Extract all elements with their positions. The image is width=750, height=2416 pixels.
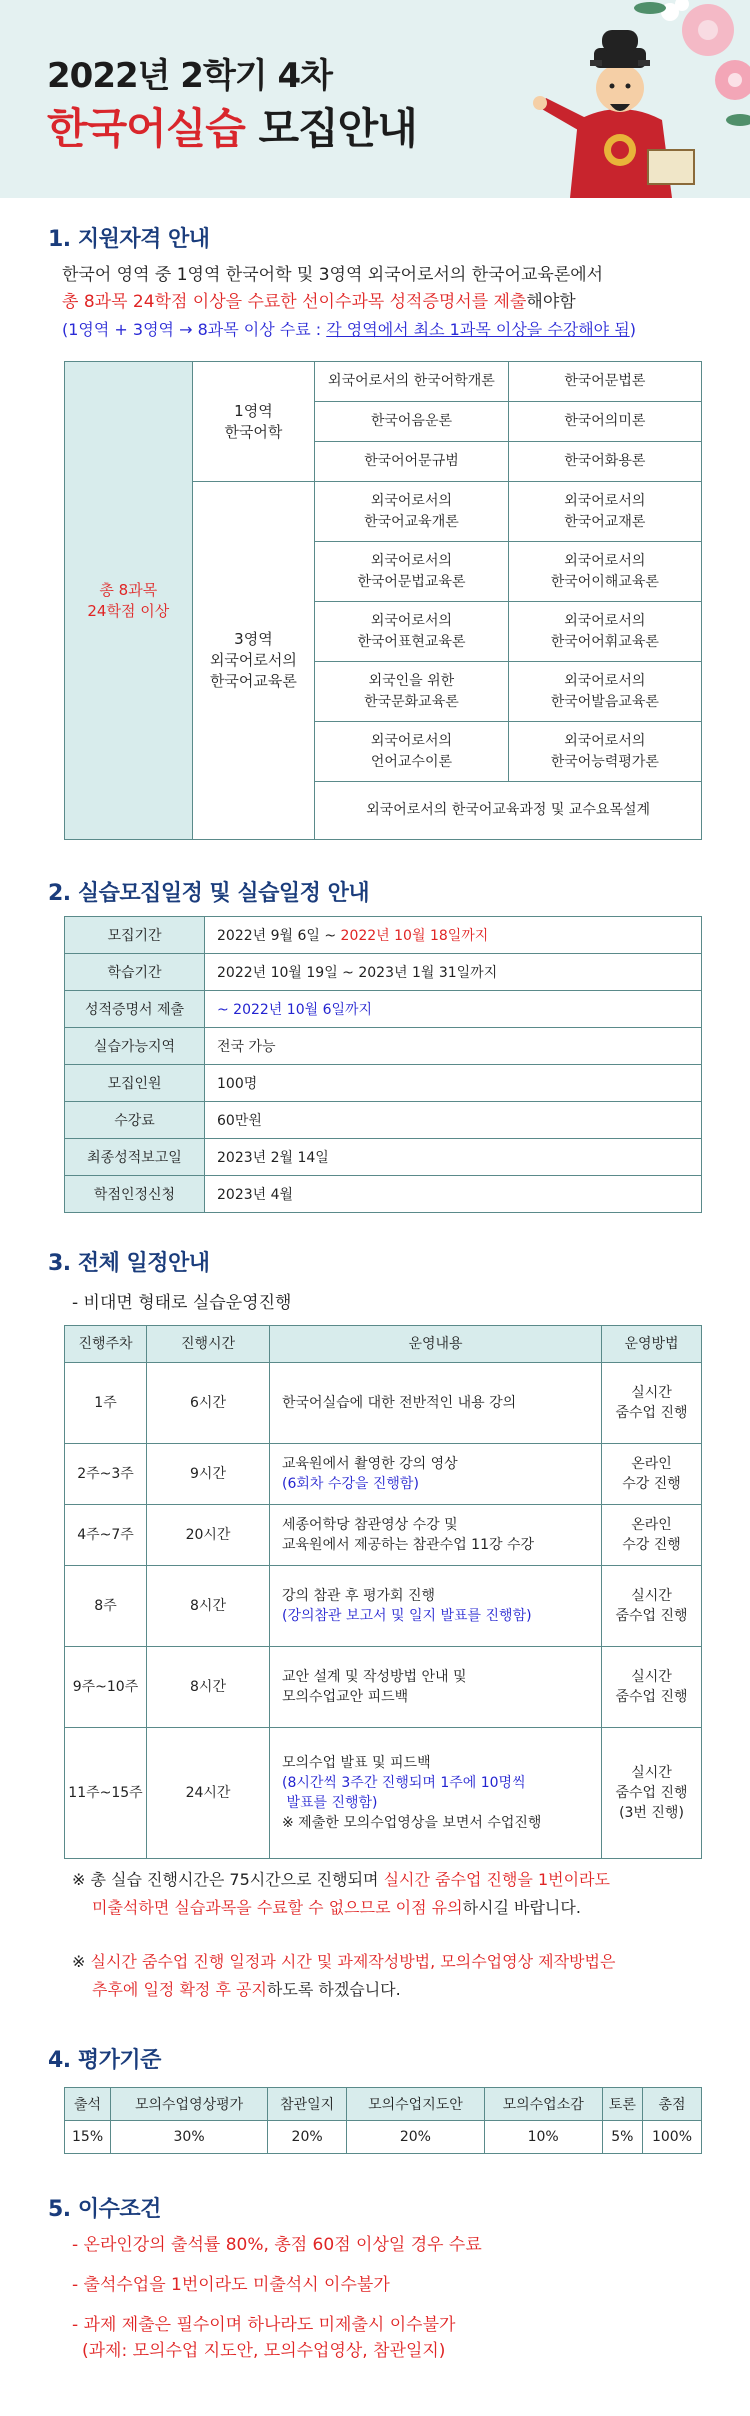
column-header: 토론	[602, 2088, 642, 2121]
table-row	[65, 1444, 702, 1505]
row-value: 2023년 4월	[205, 1176, 702, 1213]
course-line: 한국어발음교육론	[550, 693, 659, 710]
week-cell: 11주~15주	[65, 1728, 147, 1859]
content-line: 교안 설계 및 작성방법 안내 및	[282, 1669, 467, 1685]
time-cell: 9시간	[147, 1444, 270, 1505]
course-cell	[508, 662, 701, 722]
table-row	[65, 917, 702, 954]
column-header: 참관일지	[268, 2088, 347, 2121]
area1-line1: 1영역	[234, 401, 273, 420]
score-cell: 100%	[643, 2121, 702, 2154]
content-line: 모의수업교안 피드백	[282, 1689, 409, 1705]
course-line: 외국어로서의	[564, 612, 646, 629]
course-line: 언어교수이론	[370, 753, 452, 770]
content-cell	[270, 1505, 602, 1566]
method-cell	[602, 1363, 702, 1444]
score-cell: 10%	[484, 2121, 602, 2154]
area3-cell	[192, 482, 315, 840]
table-row	[65, 991, 702, 1028]
note-red-text: 실시간 줌수업 진행 일정과 시간 및 과제작성방법, 모의수업영상 제작방법은	[90, 1952, 616, 1971]
section5-title: 5. 이수조건	[48, 2197, 161, 2222]
note-red-text: 추후에 일정 확정 후 공지	[92, 1980, 267, 1999]
row-label: 학습기간	[65, 954, 205, 991]
king-illustration	[530, 0, 750, 198]
course-line: 한국문화교육론	[364, 693, 459, 710]
table-header-row	[65, 2088, 702, 2121]
row-label: 실습가능지역	[65, 1028, 205, 1065]
course-line: 한국어어휘교육론	[550, 633, 659, 650]
course-cell: 한국어어문규범	[315, 442, 508, 482]
column-header: 모의수업소감	[484, 2088, 602, 2121]
course-cell: 한국어화용론	[508, 442, 701, 482]
table-row	[65, 1065, 702, 1102]
content-line-blue: (6회차 수강을 진행함)	[282, 1476, 419, 1492]
table-row	[65, 1176, 702, 1213]
course-cell	[508, 722, 701, 782]
qual-line-2-rest: 해야함	[526, 292, 576, 312]
content-cell: 한국어실습에 대한 전반적인 내용 강의	[270, 1363, 602, 1444]
area3-line3: 한국어교육론	[209, 672, 297, 690]
section3-subnote: - 비대면 형태로 실습운영진행	[72, 1293, 292, 1313]
row-value: 60만원	[205, 1102, 702, 1139]
course-cell	[508, 482, 701, 542]
row-value	[205, 917, 702, 954]
method-cell	[602, 1566, 702, 1647]
course-cell: 한국어의미론	[508, 402, 701, 442]
content-cell	[270, 1728, 602, 1859]
section1-title: 1. 지원자격 안내	[48, 227, 210, 252]
content-line: 교육원에서 촬영한 강의 영상	[282, 1456, 458, 1472]
area1-cell	[192, 362, 315, 482]
section2-title: 2. 실습모집일정 및 실습일정 안내	[48, 881, 370, 906]
qual-line-1: 한국어 영역 중 1영역 한국어학 및 3영역 외국어로서의 한국어교육론에서	[62, 265, 604, 285]
week-cell: 1주	[65, 1363, 147, 1444]
course-cell	[315, 482, 508, 542]
table-row	[65, 1505, 702, 1566]
content-line: 모의수업 발표 및 피드백	[282, 1755, 431, 1771]
condition-item: - 온라인강의 출석률 80%, 총점 60점 이상일 경우 수료	[72, 2235, 482, 2255]
total-line1: 총 8과목	[99, 580, 158, 599]
week-cell: 8주	[65, 1566, 147, 1647]
method-line: 줌수업 진행	[615, 1689, 688, 1705]
method-line: 수강 진행	[622, 1476, 681, 1492]
note2-line1	[72, 1948, 712, 1976]
method-line: 실시간	[631, 1385, 672, 1401]
content-line: 세종어학당 참관영상 수강 및	[282, 1517, 458, 1533]
time-cell: 6시간	[147, 1363, 270, 1444]
week-cell: 2주~3주	[65, 1444, 147, 1505]
course-cell	[508, 602, 701, 662]
title-dark-part: 모집안내	[258, 104, 417, 153]
content-line-blue: 발표를 진행함)	[282, 1795, 378, 1811]
course-cell: 한국어음운론	[315, 402, 508, 442]
row-value: 2023년 2월 14일	[205, 1139, 702, 1176]
section4-title: 4. 평가기준	[48, 2048, 161, 2073]
course-table	[64, 361, 702, 840]
content-line-blue: (8시간씩 3주간 진행되며 1주에 10명씩	[282, 1775, 526, 1791]
row-label: 성적증명서 제출	[65, 991, 205, 1028]
time-cell: 8시간	[147, 1647, 270, 1728]
score-cell: 20%	[268, 2121, 347, 2154]
column-header: 운영내용	[270, 1326, 602, 1363]
course-line: 한국어능력평가론	[550, 753, 659, 770]
row-value: 2022년 10월 19일 ~ 2023년 1월 31일까지	[205, 954, 702, 991]
course-cell	[315, 602, 508, 662]
week-cell: 4주~7주	[65, 1505, 147, 1566]
content-line-blue: (강의참관 보고서 및 일지 발표를 진행함)	[282, 1608, 532, 1624]
table-row	[65, 1139, 702, 1176]
note2-line2	[72, 1976, 712, 2004]
method-cell	[602, 1505, 702, 1566]
schedule-table	[64, 916, 702, 1213]
course-cell: 한국어문법론	[508, 362, 701, 402]
course-line: 한국어교육개론	[364, 513, 459, 530]
course-line: 한국어이해교육론	[550, 573, 659, 590]
content-cell	[270, 1647, 602, 1728]
method-line: 실시간	[631, 1669, 672, 1685]
term-heading: 2022년 2학기 4차	[47, 56, 332, 96]
table-row	[65, 1102, 702, 1139]
course-line: 한국어표현교육론	[357, 633, 466, 650]
value-red-text: 2022년 10월 18일까지	[340, 928, 489, 944]
course-line: 외국어로서의	[370, 732, 452, 749]
total-line2: 24학점 이상	[87, 601, 170, 620]
column-header: 총점	[643, 2088, 702, 2121]
table-header-row	[65, 1326, 702, 1363]
condition-item: - 과제 제출은 필수이며 하나라도 미제출시 이수불가	[72, 2315, 456, 2335]
area3-line2: 외국어로서의	[209, 651, 297, 669]
method-line: 줌수업 진행	[615, 1608, 688, 1624]
value-text: 2022년 9월 6일 ~	[217, 928, 341, 944]
row-label: 학점인정신청	[65, 1176, 205, 1213]
method-line: 줌수업 진행	[615, 1405, 688, 1421]
column-header: 모의수업지도안	[347, 2088, 484, 2121]
evaluation-table	[64, 2087, 702, 2154]
row-value: 전국 가능	[205, 1028, 702, 1065]
title-red-part: 한국어실습	[47, 104, 245, 153]
column-header: 진행시간	[147, 1326, 270, 1363]
note-red-text: 미출석하면 실습과목을 수료할 수 없으므로 이점 유의	[92, 1898, 463, 1917]
area3-line1: 3영역	[234, 630, 273, 648]
table-row	[65, 954, 702, 991]
table-row	[65, 1363, 702, 1444]
course-cell	[315, 722, 508, 782]
row-label: 모집기간	[65, 917, 205, 954]
row-label: 모집인원	[65, 1065, 205, 1102]
note-text: ※ 총 실습 진행시간은 75시간으로 진행되며	[72, 1870, 384, 1889]
note-text: 하시길 바랍니다.	[462, 1898, 581, 1917]
condition-item: - 출석수업을 1번이라도 미출석시 이수불가	[72, 2275, 390, 2295]
method-line: 줌수업 진행	[615, 1785, 688, 1801]
course-line: 한국어문법교육론	[357, 573, 466, 590]
qual-line-3-b: )	[629, 320, 636, 339]
note1-line2	[72, 1894, 712, 1922]
content-line: ※ 제출한 모의수업영상을 보면서 수업진행	[282, 1815, 542, 1831]
course-line: 외국어로서의	[564, 732, 646, 749]
table-row	[65, 1728, 702, 1859]
qual-line-2-red: 총 8과목 24학점 이상을 수료한 선이수과목 성적증명서를 제출	[62, 292, 527, 312]
header-banner	[0, 0, 750, 198]
course-cell	[315, 542, 508, 602]
course-line: 외국어로서의	[564, 672, 646, 689]
content-cell	[270, 1444, 602, 1505]
score-cell: 15%	[65, 2121, 111, 2154]
time-cell: 20시간	[147, 1505, 270, 1566]
course-line: 외국어로서의	[370, 492, 452, 509]
score-cell: 5%	[602, 2121, 642, 2154]
score-cell: 30%	[111, 2121, 268, 2154]
method-cell	[602, 1647, 702, 1728]
qual-line-3-underline: 각 영역에서 최소 1과목 이상을 수강해야 됨	[326, 320, 630, 339]
content-line: 교육원에서 제공하는 참관수업 11강 수강	[282, 1537, 534, 1553]
column-header: 운영방법	[602, 1326, 702, 1363]
method-line: 온라인	[631, 1456, 672, 1472]
note1-line1	[72, 1866, 712, 1894]
content-cell	[270, 1566, 602, 1647]
row-label: 최종성적보고일	[65, 1139, 205, 1176]
table-row	[65, 2121, 702, 2154]
method-line: (3번 진행)	[619, 1805, 684, 1821]
table-row	[65, 1647, 702, 1728]
note-text: ※	[72, 1952, 91, 1971]
method-line: 온라인	[631, 1517, 672, 1533]
column-header: 진행주차	[65, 1326, 147, 1363]
course-line: 외국어로서의	[564, 552, 646, 569]
full-schedule-table	[64, 1325, 702, 1859]
method-line: 실시간	[631, 1765, 672, 1781]
course-cell: 외국어로서의 한국어교육과정 및 교수요목설계	[315, 782, 702, 840]
method-line: 실시간	[631, 1588, 672, 1604]
schedule-note-2	[72, 1948, 712, 2004]
table-row	[65, 1566, 702, 1647]
qualification-text	[62, 262, 722, 343]
column-header: 모의수업영상평가	[111, 2088, 268, 2121]
area1-line2: 한국어학	[224, 422, 283, 441]
row-value: ~ 2022년 10월 6일까지	[205, 991, 702, 1028]
course-cell	[315, 662, 508, 722]
total-credit-cell	[65, 362, 193, 840]
column-header: 출석	[65, 2088, 111, 2121]
week-cell: 9주~10주	[65, 1647, 147, 1728]
qual-line-3-a: (1영역 + 3영역 → 8과목 이상 수료 :	[62, 320, 327, 339]
section3-title: 3. 전체 일정안내	[48, 1251, 210, 1276]
course-line: 외국어로서의	[370, 552, 452, 569]
method-cell	[602, 1444, 702, 1505]
row-label: 수강료	[65, 1102, 205, 1139]
method-line: 수강 진행	[622, 1537, 681, 1553]
note-text: 하도록 하겠습니다.	[266, 1980, 401, 1999]
course-cell	[508, 542, 701, 602]
content-line: 강의 참관 후 평가회 진행	[282, 1588, 436, 1604]
score-cell: 20%	[347, 2121, 484, 2154]
note-red-text: 실시간 줌수업 진행을 1번이라도	[383, 1870, 610, 1889]
method-cell	[602, 1728, 702, 1859]
course-line: 외국어로서의	[370, 612, 452, 629]
course-line: 한국어교재론	[564, 513, 646, 530]
course-line: 외국인을 위한	[368, 672, 455, 689]
time-cell: 8시간	[147, 1566, 270, 1647]
row-value: 100명	[205, 1065, 702, 1102]
time-cell: 24시간	[147, 1728, 270, 1859]
table-row	[65, 1028, 702, 1065]
course-line: 외국어로서의	[564, 492, 646, 509]
schedule-note-1	[72, 1866, 712, 1922]
course-cell: 외국어로서의 한국어학개론	[315, 362, 508, 402]
page-title	[47, 96, 417, 156]
qual-line-2	[62, 289, 722, 316]
condition-item-detail: (과제: 모의수업 지도안, 모의수업영상, 참관일지)	[82, 2341, 446, 2361]
qual-line-3	[62, 316, 722, 343]
